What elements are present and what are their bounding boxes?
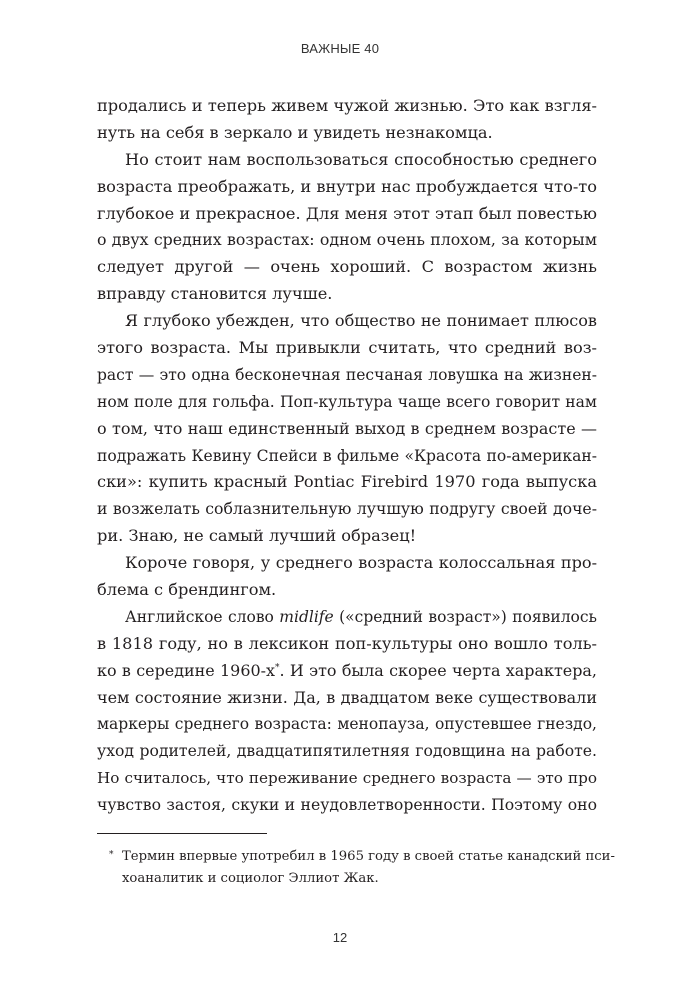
text-line: возраста преображать, и внутри нас пробуждается что-то (97, 176, 597, 196)
footnote-reference[interactable]: * (274, 662, 280, 673)
footnote-divider (97, 833, 267, 834)
text-line: маркеры среднего возраста: менопауза, опустевшее гнездо, (97, 715, 597, 734)
page-number: 12 (332, 930, 348, 945)
text-line: ри. Знаю, не самый лучший образец! (97, 526, 417, 546)
text-line: и возжелать соблазнительную лучшую подругу своей доче- (97, 499, 597, 519)
text-line: уход родителей, двадцатипятилетняя годовщина на работе. (97, 741, 597, 761)
text-line: подражать Кевину Спейси в фильме «Красота по-американ- (97, 446, 597, 465)
italic-term: midlife (279, 607, 334, 626)
text-line: продались и теперь живем чужой жизнью. Это как взгля- (97, 96, 597, 115)
footnote-line: хоаналитик и социолог Эллиот Жак. (122, 871, 379, 886)
text-line: следует другой — очень хороший. С возрастом жизнь (97, 257, 597, 277)
text-line: этого возраста. Мы привыкли считать, что средний воз- (97, 338, 597, 358)
text-line: Но считалось, что переживание среднего возраста — это про (97, 769, 597, 788)
text-line: ном поле для гольфа. Поп-культура чаще всего говорит нам (97, 392, 597, 411)
text-line: чувство застоя, скуки и неудовлетворенности. Поэтому оно (97, 795, 597, 815)
text-line: блема с брендингом. (97, 580, 277, 600)
footnote (97, 846, 615, 890)
text-line: ски»: купить красный Pontiac Firebird 1970 года выпуска (97, 472, 597, 492)
text-line: ко в середине 1960-х*. И это была скорее черта характера, (97, 660, 597, 680)
text-line: глубокое и прекрасное. Для меня этот этап был повестью (97, 203, 597, 223)
text-line: нуть на себя в зеркало и увидеть незнакомца. (97, 122, 493, 142)
running-head: ВАЖНЫЕ 40 (300, 41, 380, 56)
text-line: о том, что наш единственный выход в среднем возрасте — (97, 418, 597, 438)
text-line: раст — это одна бесконечная песчаная ловушка на жизнен- (97, 365, 597, 384)
text-line: в 1818 году, но в лексикон поп-культуры оно вошло толь- (97, 633, 597, 653)
text-line: вправду становится лучше. (97, 284, 333, 304)
footnote-marker: * (109, 850, 114, 860)
text-line: чем состояние жизни. Да, в двадцатом веке существовали (97, 687, 597, 707)
text-line: Короче говоря, у среднего возраста колоссальная про- (125, 553, 597, 573)
text-line: Но стоит нам воспользоваться способностью среднего (125, 149, 597, 169)
text-line: Я глубоко убежден, что общество не понимает плюсов (125, 311, 597, 331)
text-line: Английское слово midlife («средний возраст») появилось (125, 607, 597, 626)
text-line: о двух средних возрастах: одном очень плохом, за которым (97, 230, 597, 250)
body-text (97, 93, 597, 819)
footnote-line: Термин впервые употребил в 1965 году в своей статье канадский пси- (122, 849, 615, 864)
